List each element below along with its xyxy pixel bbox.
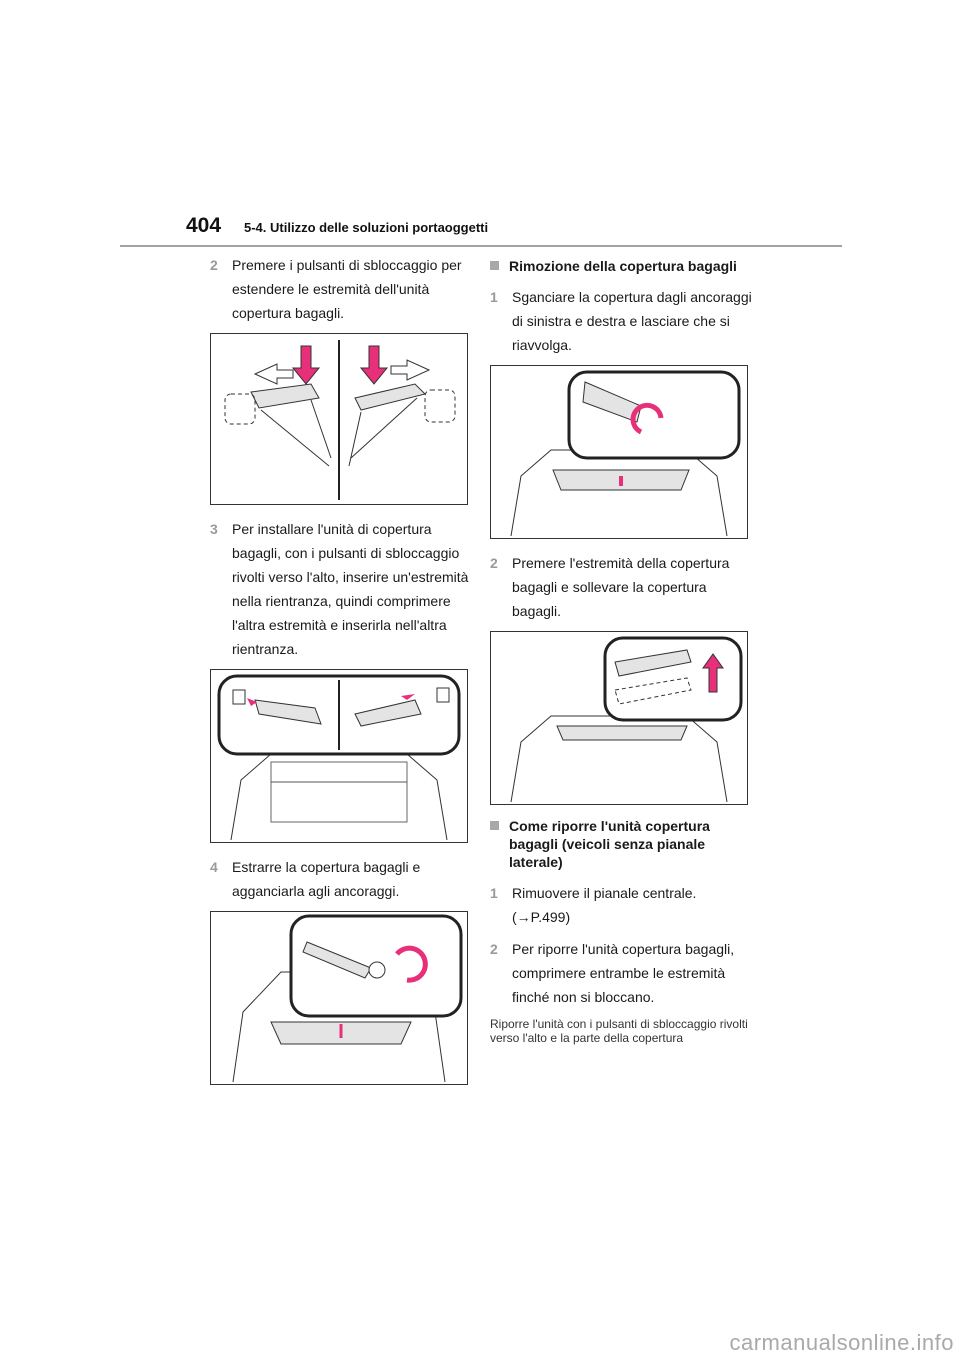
note-text: Riporre l'unità con i pulsanti di sbloccaggio rivolti verso l'alto e la parte della copertura	[490, 1017, 748, 1045]
heading-text: Come riporre l'unità copertura bagagli (veicoli senza pianale laterale)	[509, 818, 710, 870]
figure-lift-cover	[490, 631, 748, 805]
left-column	[210, 253, 472, 1097]
step-lift-cover	[490, 551, 752, 623]
step-number: 2	[210, 257, 218, 273]
illustration-install-cover-unit	[211, 670, 467, 842]
step-extend-ends	[210, 253, 472, 325]
step-remove-deck	[490, 881, 752, 929]
heading-text: Rimozione della copertura bagagli	[509, 258, 737, 274]
illustration-hook-cover-anchors	[211, 912, 467, 1084]
figure-extend-ends	[210, 333, 468, 505]
step-hook-cover	[210, 855, 472, 903]
step-number: 1	[490, 885, 498, 901]
heading-removal	[490, 257, 752, 275]
step-text: Per riporre l'unità copertura bagagli, comprimere entrambe le estremità finché non si bloccano.	[512, 941, 735, 1005]
heading-marker	[490, 261, 499, 270]
figure-install-unit	[210, 669, 468, 843]
illustration-cover-ends-extended	[211, 334, 467, 504]
step-compress-ends	[490, 937, 752, 1009]
watermark: carmanualsonline.info	[729, 1330, 954, 1355]
header-rule	[120, 245, 842, 247]
step-install-unit	[210, 517, 472, 661]
heading-storage	[490, 817, 752, 871]
figure-release-anchors	[490, 365, 748, 539]
illustration-lift-cover-unit	[491, 632, 747, 804]
step-text: Sganciare la copertura dagli ancoraggi di sinistra e destra e lasciare che si riavvolga.	[512, 289, 752, 353]
right-column	[490, 253, 752, 1045]
step-release-anchors	[490, 285, 752, 357]
heading-marker	[490, 821, 499, 830]
figure-hook-cover	[210, 911, 468, 1085]
illustration-release-cover	[491, 366, 747, 538]
step-text: Premere l'estremità della copertura bagagli e sollevare la copertura bagagli.	[512, 555, 730, 619]
step-text: Rimuovere il pianale centrale. (→P.499)	[512, 885, 697, 925]
step-text: Premere i pulsanti di sbloccaggio per estendere le estremità dell'unità copertura bagagli.	[232, 257, 462, 321]
section-title: 5-4. Utilizzo delle soluzioni portaoggetti	[244, 220, 489, 235]
step-number: 1	[490, 289, 498, 305]
step-number: 2	[490, 555, 498, 571]
step-text: Estrarre la copertura bagagli e agganciarla agli ancoraggi.	[232, 859, 421, 899]
step-text: Per installare l'unità di copertura bagagli, con i pulsanti di sbloccaggio rivolti verso l'alto, inserire un'estremità nella rientranza, quindi comprimere l'altra estremità e inserirla nell'altra rientranza.	[232, 521, 469, 657]
step-number: 3	[210, 521, 218, 537]
step-number: 2	[490, 941, 498, 957]
step-number: 4	[210, 859, 218, 875]
page-number: 404	[186, 214, 222, 237]
